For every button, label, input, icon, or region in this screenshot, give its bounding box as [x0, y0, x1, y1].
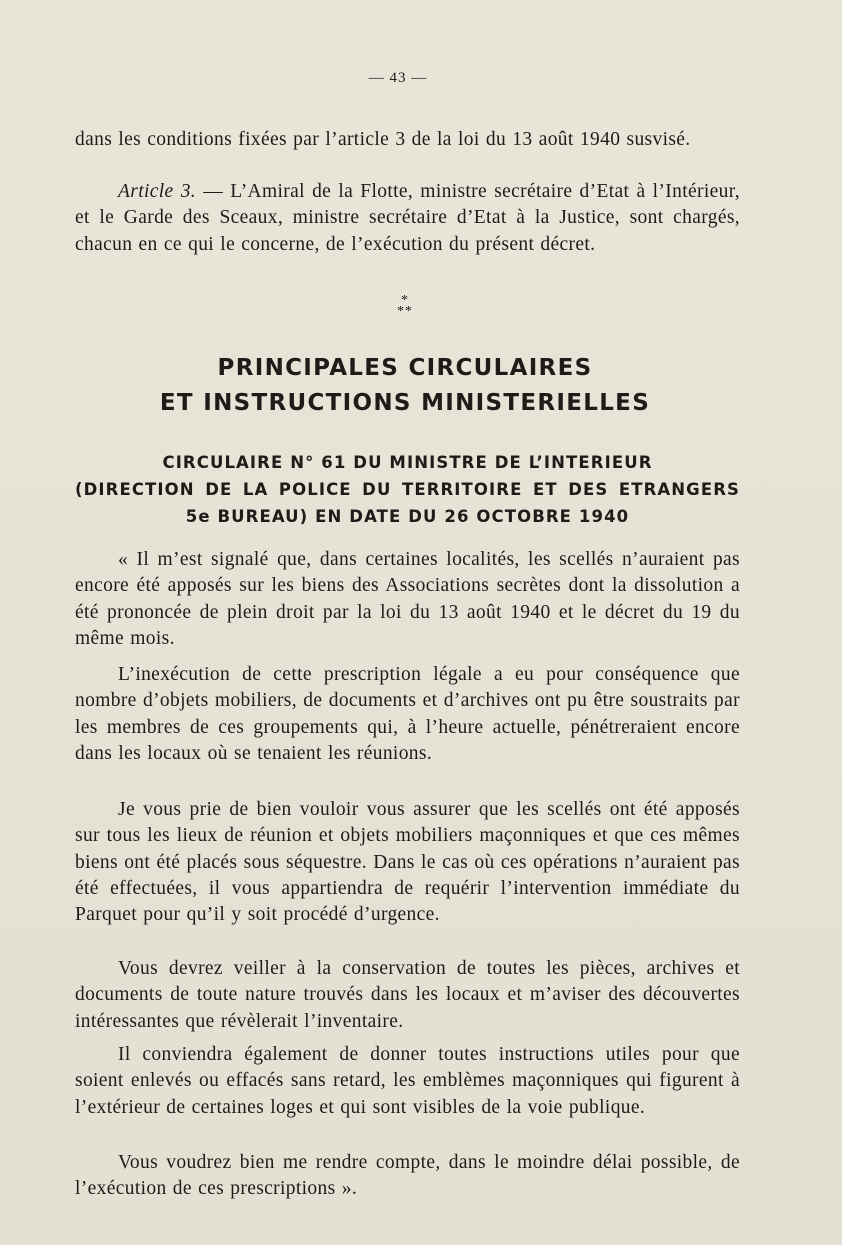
continuation-paragraph: dans les conditions fixées par l’article 3 de la loi du 13 août 1940 susvisé. — [75, 129, 691, 150]
asterism-top: * — [401, 293, 409, 308]
section-heading-line-1: PRINCIPALES CIRCULAIRES — [217, 355, 593, 381]
asterism-separator — [0, 295, 810, 317]
article-paragraph — [75, 179, 740, 258]
asterism-bottom: ** — [397, 304, 413, 319]
article-text: — L’Amiral de la Flotte, ministre secrétaire d’Etat à l’Intérieur, et le Garde des Sceaux, ministre secrétaire d’Etat à la Justice, sont chargés, chacun en ce qui le concerne, de l’exécution du présent décret. — [75, 181, 740, 255]
body-paragraph-4: Vous devrez veiller à la conservation de toutes les pièces, archives et documents de toute nature trouvés dans les locaux et m’aviser des découvertes intéressantes que révèlerait l’inventaire. — [75, 958, 740, 1032]
body-paragraph-1: « Il m’est signalé que, dans certaines localités, les scellés n’auraient pas encore été apposés sur les biens des Associations secrètes dont la dissolution a été prononcée de plein droit par la loi du 13 août 1940 et le décret du 19 du même mois. — [75, 549, 740, 649]
circular-title-line-3: 5e BUREAU) EN DATE DU 26 OCTOBRE 1940 — [185, 507, 630, 526]
article-label: Article 3. — [118, 181, 197, 202]
body-paragraph-6: Vous voudrez bien me rendre compte, dans le moindre délai possible, de l’exécution de ces prescriptions ». — [75, 1152, 740, 1200]
body-paragraph-3: Je vous prie de bien vouloir vous assurer que les scellés ont été apposés sur tous les lieux de réunion et objets mobiliers maçonniques et que ces mêmes biens ont été placés sous séquestre. Dans le cas où ces opérations n’auraient pas été effectuées, il vous appartiendra de requérir l’intervention immédiate du Parquet pour qu’il y soit procédé d’urgence. — [75, 799, 740, 926]
section-heading-line-2: ET INSTRUCTIONS MINISTERIELLES — [159, 390, 651, 416]
body-paragraph-5: Il conviendra également de donner toutes instructions utiles pour que soient enlevés ou effacés sans retard, les emblèmes maçonniques qui figurent à l’extérieur de certaines loges et qui sont visibles de la voie publique. — [75, 1044, 740, 1118]
circular-title-line-1: CIRCULAIRE N° 61 DU MINISTRE DE L’INTERIEUR — [162, 453, 653, 472]
circular-title-line-2: (DIRECTION DE LA POLICE DU TERRITOIRE ET DES ETRANGERS — [75, 480, 740, 499]
body-paragraph-2: L’inexécution de cette prescription légale a eu pour conséquence que nombre d’objets mobiliers, de documents et d’archives ont pu être soustraits par les membres de ces groupements qui, à l’heure actuelle, pénétreraient encore dans les locaux où se tenaient les réunions. — [75, 664, 740, 764]
page-number: — 43 — — [368, 70, 428, 86]
